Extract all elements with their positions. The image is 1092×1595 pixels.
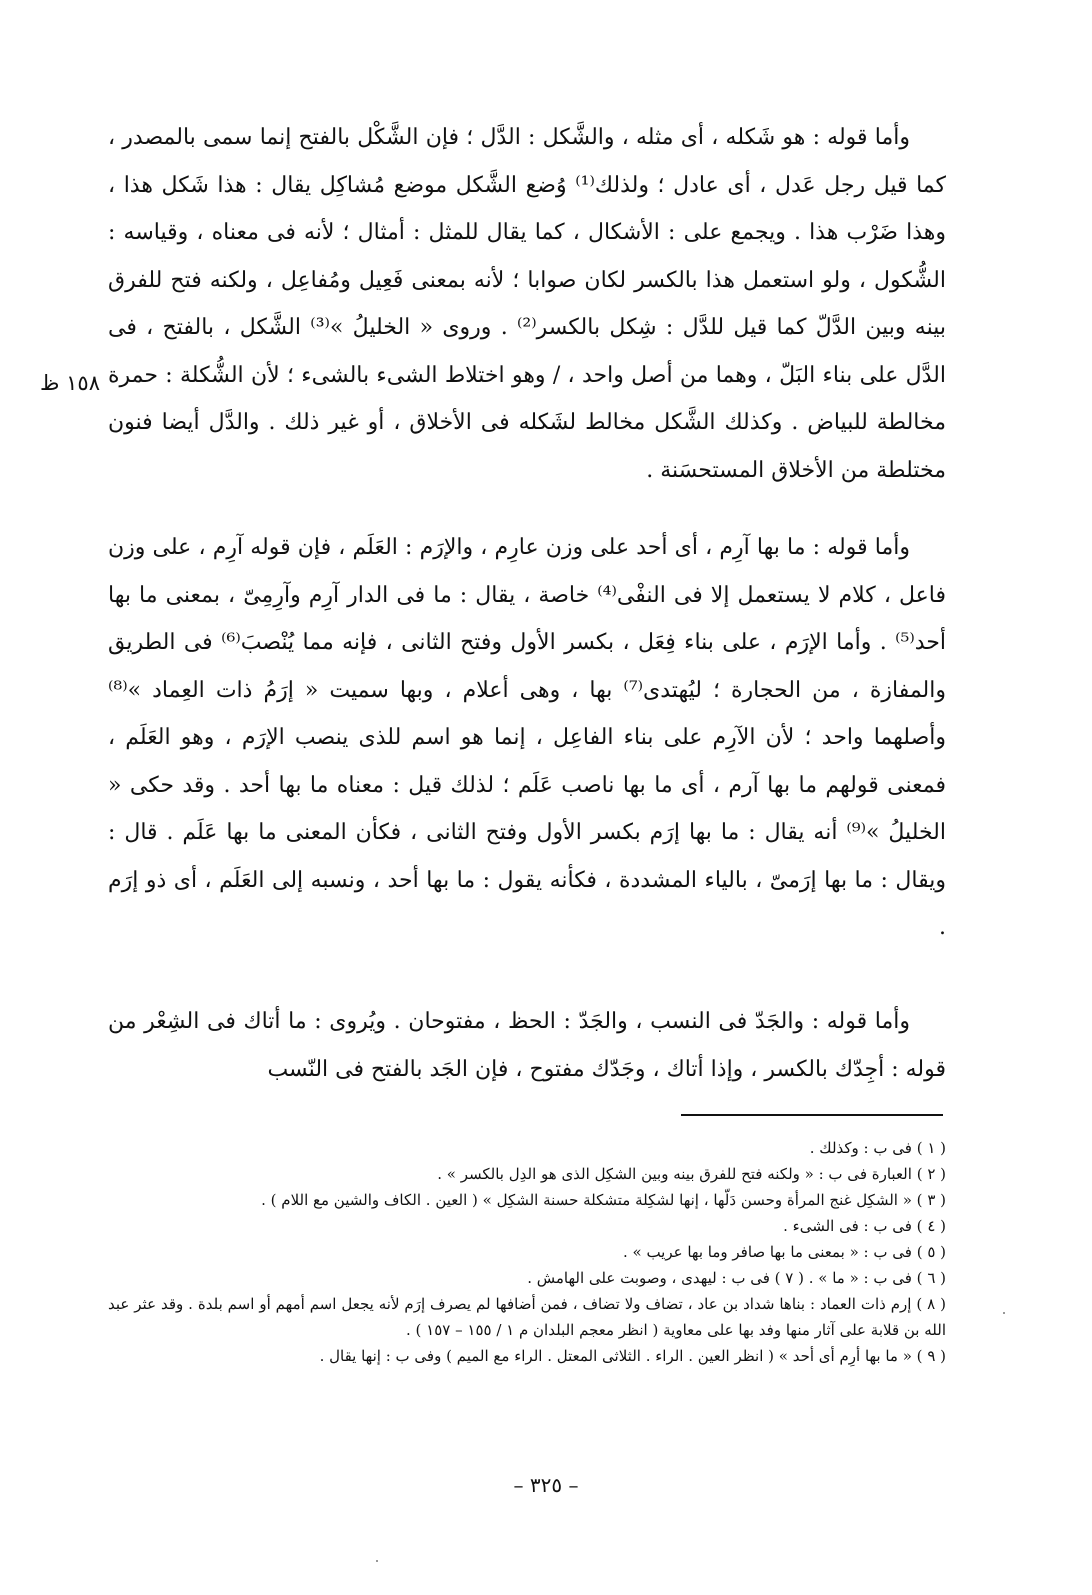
footnote: ( ٢ ) العبارة فى ب : « ولكنه فتح للفرق بينه وبين الشكِل الذى هو الدِل بالكسر » . [437, 1165, 946, 1183]
footnote: ( ٨ ) إرم ذات العماد : بناها شداد بن عاد ، تضاف ولا تضاف ، فمن أضافها لم يصرف إرَم لأنه يجعل اسم أمهم أو اسم بلدة . وقد عثر عبد الله بن قلابة على آثار منها وفد بها على معاوية ( انظر معجم البلدان م ١ / ١٥٥ – ١٥٧ ) . [108, 1295, 946, 1339]
scan-speck [376, 1560, 378, 1562]
footnotes-list [108, 1135, 946, 1369]
manuscript-folio-marker: ١٥٨ ظ [40, 371, 100, 395]
footnote: ( ١ ) فى ب : وكذلك . [809, 1139, 946, 1157]
footnote: ( ٦ ) فى ب : « ما » . ( ٧ ) فى ب : ليهدى ، وصوبت على الهامش . [527, 1269, 946, 1287]
paragraph-aarim: وأما قوله : ما بها آرِم ، أى أحد على وزن عارِم ، والإرَم : العَلَم ، فإن قوله آرِم ، على وزن فاعل ، كلام لا يستعمل إلا فى النفْى⁽⁴⁾ خاصة ، يقال : ما فى الدار آرِم وآرِمِىّ ، بمعنى ما بها أحد⁽⁵⁾ . وأما الإرَم ، على بناء فِعَل ، بكسر الأول وفتح الثانى ، فإنه مما يُنْصبَ⁽⁶⁾ فى الطريق والمفازة ، من الحجارة ؛ ليُهتدى⁽⁷⁾ بها ، وهى أعلام ، وبها سميت « إرَمُ ذات العِماد »⁽⁸⁾ وأصلهما واحد ؛ لأن الآرِم على بناء الفاعِل ، إنما هو اسم للذى ينصب الإرَم ، وهو العَلَم ، فمعنى قولهم ما بها آرم ، أى ما بها ناصب عَلَم ؛ لذلك قيل : معناه ما بها أحد . وقد حكى « الخليلُ »⁽⁹⁾ أنه يقال : ما بها إرَم بكسر الأول وفتح الثانى ، فكأن المعنى ما بها عَلَم . قال : ويقال : ما بها إرَمىّ ، بالياء المشددة ، فكأنه يقول : ما بها أحد ، ونسبه إلى العَلَم ، أى ذو إرَم . [108, 535, 947, 940]
footnote: ( ٥ ) فى ب : « بمعنى ما بها صافر وما بها عريب » . [622, 1243, 946, 1261]
footnote: ( ٣ ) « الشكِل غنج المرأة وحسن دَلّها ، إنها لشكِلة متشكلة حسنة الشكِل » ( العين . الكاف والشين مع اللام ) . [261, 1191, 946, 1209]
footnote-separator [681, 1114, 943, 1116]
scan-speck [1003, 1312, 1005, 1314]
page-number: – ٣٢٥ – [513, 1473, 579, 1497]
footnote: ( ٩ ) « ما بها أرِم أى أحد » ( انظر العين . الراء . الثلاثى المعتل . الراء مع الميم ) وفى ب : إنها يقال . [319, 1347, 946, 1365]
paragraph-jadd: وأما قوله : والجَدّ فى النسب ، والجَدّ : الحظ ، مفتوحان . ويُروى : ما أتاك فى الشِعْر من قوله : أجِدّك بالكسر ، وإذا أتاك ، وجَدّك مفتوح ، فإن الجَد بالفتح فى النّسب [108, 1009, 946, 1082]
paragraph-shakl: وأما قوله : هو شَكله ، أى مثله ، والشَّكل : الدَّل ؛ فإن الشَّكْل بالفتح إنما سمى بالمصدر ، كما قيل رجل عَدل ، أى عادل ؛ ولذلك⁽¹⁾ وُضع الشَّكل موضع مُشاكِل يقال : هذا شَكل هذا ، وهذا ضَرْب هذا . ويجمع على : الأشكال ، كما يقال للمثل : أمثال ؛ لأنه فى معناه ، وقياسه : الشُّكول ، ولو استعمل هذا بالكسر لكان صوابا ؛ لأنه بمعنى فَعِيل ومُفاعِل ، ولكنه فتح للفرق بينه وبين الدَّلّ كما قيل للدَّل : شِكل بالكسر⁽²⁾ . وروى « الخليلُ »⁽³⁾ الشَّكل ، بالفتح ، فى الدَّل على بناء البَلّ ، وهما من أصل واحد ، / وهو اختلاط الشىء بالشىء ؛ لأن الشُّكلة : حمرة مخالطة للبياض . وكذلك الشَّكل مخالط لشَكله فى الأخلاق ، أو غير ذلك . والدَّل أيضا فنون مختلطة من الأخلاق المستحسَنة . [108, 125, 946, 483]
footnote: ( ٤ ) فى ب : فى الشىء . [783, 1217, 946, 1235]
